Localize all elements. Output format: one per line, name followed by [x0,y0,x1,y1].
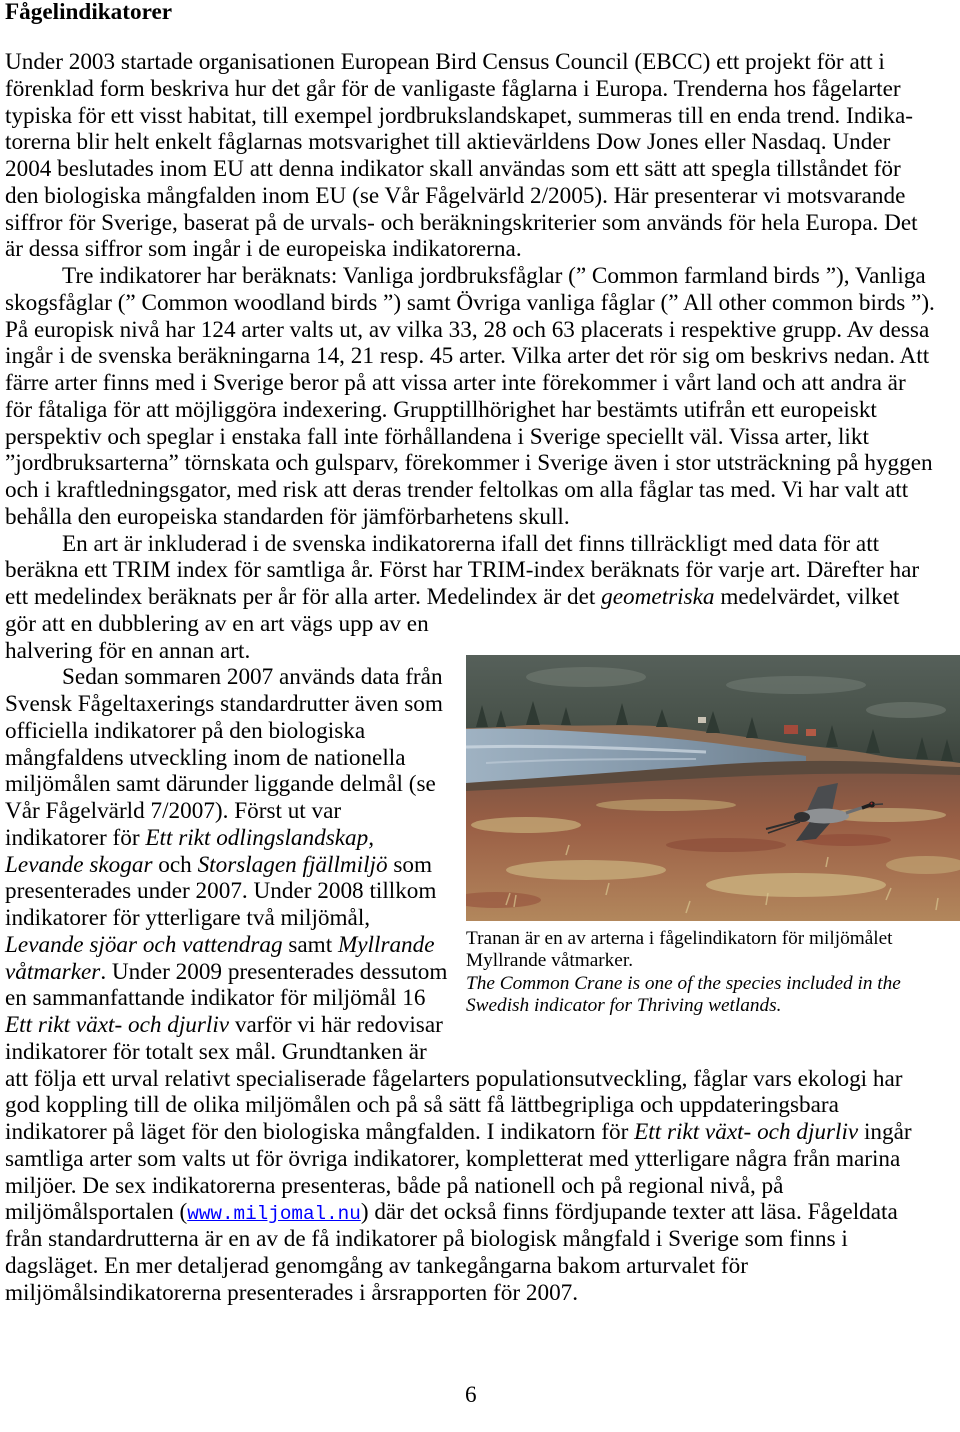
page-number: 6 [465,1382,477,1408]
text-span: indikatorer för totalt sex mål. Grundtanken är [5,1038,427,1065]
paragraph [5,263,960,531]
text-span: ) där det också finns fördjupande texter att läsa. Fågeldata [360,1199,898,1226]
text-span: typiska för ett visst habitat, till exempel jordbrukslandskapet, summeras till en enda trend. Indika- [5,102,913,129]
text-line [5,504,960,531]
text-span: miljömålsindikatorerna presenterades i årsrapporten för 2007. [5,1279,579,1306]
text-span: siffror för Sverige, baserat på de urvals- och beräkningskriterier som används för hela Europa. Det [5,209,918,236]
text-span: och i kraftledningsgator, med risk att deras trender feltolkas om alla fåglar tas med. Vi har valt att [5,477,909,503]
text-span: Tre indikatorer har beräknats: Vanliga jordbruksfåglar (” Common farmland birds ”), Vanliga [62,263,926,289]
text-line [5,1253,960,1280]
photo-caption [466,928,956,1018]
text-span: som [387,851,433,878]
italic-text: Ett rikt växt- och djurliv [634,1119,859,1145]
text-span: indikatorer på läget för den biologiska mångfalden. I indikatorn för [5,1119,635,1145]
paragraph [5,49,960,263]
text-line [5,183,960,210]
text-span: medelvärdet, vilket [714,584,900,610]
italic-text: Ett rikt odlingslandskap, [145,824,375,851]
text-span: . Under 2009 presenterades dessutom [100,958,448,985]
text-span: samtliga arter som valts ut för övriga indikatorer, kompletterat med ytterligare några från marina [5,1145,901,1172]
text-span: ett medelindex beräknats per år för alla arter. Medelindex är det [5,584,602,610]
text-span: gör att en dubblering av en art vägs upp av en [5,610,429,637]
text-span: att följa ett urval relativt specialiserade fågelarters populationsutveckling, fåglar vars ekologi har [5,1065,903,1092]
text-span: beräkna ett TRIM index för samtliga år. Först har TRIM-index beräknats för varje art. Därefter har [5,557,920,584]
text-span: för fåtaliga för att möjliggöra indexering. Grupptillhörighet har bestämts utifrån ett europeiskt [5,396,877,423]
italic-text: Levande sjöar och vattendrag [5,931,283,958]
text-span: indikatorer för ytterligare två miljömål, [5,905,371,931]
text-span: Svensk Fågeltaxerings standardrutter även som [5,691,443,717]
text-span: färre arter finns med i Sverige beror på att vissa arter inte förekommer i vårt land och att andra är [5,370,906,396]
text-span: Vår Fågelvärld 7/2007). Först ut var [5,798,342,824]
website-link[interactable]: www.miljomal.nu [187,1203,361,1226]
text-span: Under 2003 startade organisationen European Bird Census Council (EBCC) ett projekt för att i [5,49,885,75]
caption-line-swedish: Tranan är en av arterna i fågelindikatorn för miljömålet [466,928,893,949]
italic-text: geometriska [601,584,715,610]
text-line [5,397,960,424]
text-line [5,1119,960,1146]
text-span: På europisk nivå har 124 arter valts ut, av vilka 33, 28 och 63 placerats i respektive grupp. Av dessa [5,316,930,343]
text-span: mångfaldens utveckling inom de nationella [5,744,406,771]
text-line [5,370,960,397]
text-span: ”jordbruksarterna” törnskata och gulsparv, förekommer i Sverige även i stor utsträckning på hyggen [5,450,933,477]
text-line [5,290,960,317]
text-line [5,450,960,477]
text-line [5,1199,960,1226]
text-line [5,1146,960,1173]
text-span: miljöer. De sex indikatorerna presenteras, både på nationell och på regional nivå, på [5,1172,784,1199]
text-span: ingår i de svenska beräkningarna 14, 21 resp. 45 arter. Vilka arter det rör sig om beskrivs nedan. Att [5,343,930,370]
text-span: ingår [858,1119,912,1145]
text-line [5,343,960,370]
text-span: och [152,851,198,878]
text-span: torerna blir helt enkelt fåglarnas motsvarighet till aktievärldens Dow Jones eller Nasdaq. Under [5,129,891,156]
caption-line-swedish: Myllrande våtmarker. [466,950,634,972]
text-span: miljömålen samt därunder liggande delmål (se [5,771,436,798]
text-line [5,1226,960,1253]
text-span: skogsfåglar (” Common woodland birds ”) samt Övriga vanliga fåglar (” All other common birds ”). [5,289,935,316]
text-span: officiella indikatorer på den biologiska [5,717,366,744]
text-line [5,49,960,76]
italic-text: Levande skogar [5,851,153,878]
text-line [5,129,960,156]
text-line [5,531,960,558]
text-line [5,1173,960,1200]
text-span: behålla den europeiska standarden för jämförbarhetens skull. [5,503,570,530]
text-span: förenklad form beskriva hur det går för de vanligaste fåglarna i Europa. Trenderna hos fågelarter [5,75,901,102]
text-line [5,1092,960,1119]
text-span: Sedan sommaren 2007 används data från [62,664,443,691]
text-span: indikatorer för [5,824,146,851]
text-line [5,611,960,638]
text-line [5,584,960,611]
paragraph [5,531,960,665]
text-span: samt [282,931,338,958]
text-span: en sammanfattande indikator för miljömål 16 [5,985,426,1012]
text-span: 2004 beslutades inom EU att denna indikator skall användas som ett sätt att spegla tillståndet för [5,156,901,182]
text-span: perspektiv och speglar i enstaka fall inte förhållandena i Sverige speciellt väl. Vissa arter, likt [5,423,869,450]
italic-text: våtmarker [5,958,101,985]
text-span: från standardrutterna är en av de få indikatorer på biologisk mångfald i Sverige som finns i [5,1226,848,1252]
text-line [5,317,960,344]
caption-line-english: Swedish indicator for Thriving wetlands. [466,995,782,1017]
text-span: dagsläget. En mer detaljerad genomgång av tankegångarna bakom arturvalet för [5,1252,748,1279]
page-title: Fågelindikatorer [5,0,173,25]
text-span: är dessa siffror som ingår i de europeiska indikatorerna. [5,236,522,263]
text-line [5,557,960,584]
text-line [5,1280,960,1307]
crane-photo [466,655,960,921]
caption-line-english: The Common Crane is one of the species included in the [466,972,901,994]
text-span: god koppling till de olika miljömålen och på så sätt få lättbegripliga och uppdateringsbara [5,1092,839,1119]
italic-text: Myllrande [337,931,435,958]
text-span: halvering för en annan art. [5,637,251,664]
text-line [5,76,960,103]
text-line [5,477,960,504]
text-line [5,103,960,130]
text-line [5,424,960,451]
text-line [5,236,960,263]
text-span: den biologiska mångfalden inom EU (se Vår Fågelvärld 2/2005). Här presenterar vi motsvarande [5,182,906,209]
text-line [5,210,960,237]
text-span: miljömålsportalen ( [5,1199,188,1226]
text-span: varför vi här redovisar [229,1012,443,1038]
italic-text: Storslagen fjällmiljö [197,851,388,878]
italic-text: Ett rikt växt- och djurliv [5,1012,230,1038]
text-span: presenterades under 2007. Under 2008 tillkom [5,878,437,905]
text-line [5,263,960,290]
text-line [5,1039,960,1066]
text-line [5,156,960,183]
text-span: En art är inkluderad i de svenska indikatorerna ifall det finns tillräckligt med data för att [62,530,880,557]
text-line [5,1066,960,1093]
